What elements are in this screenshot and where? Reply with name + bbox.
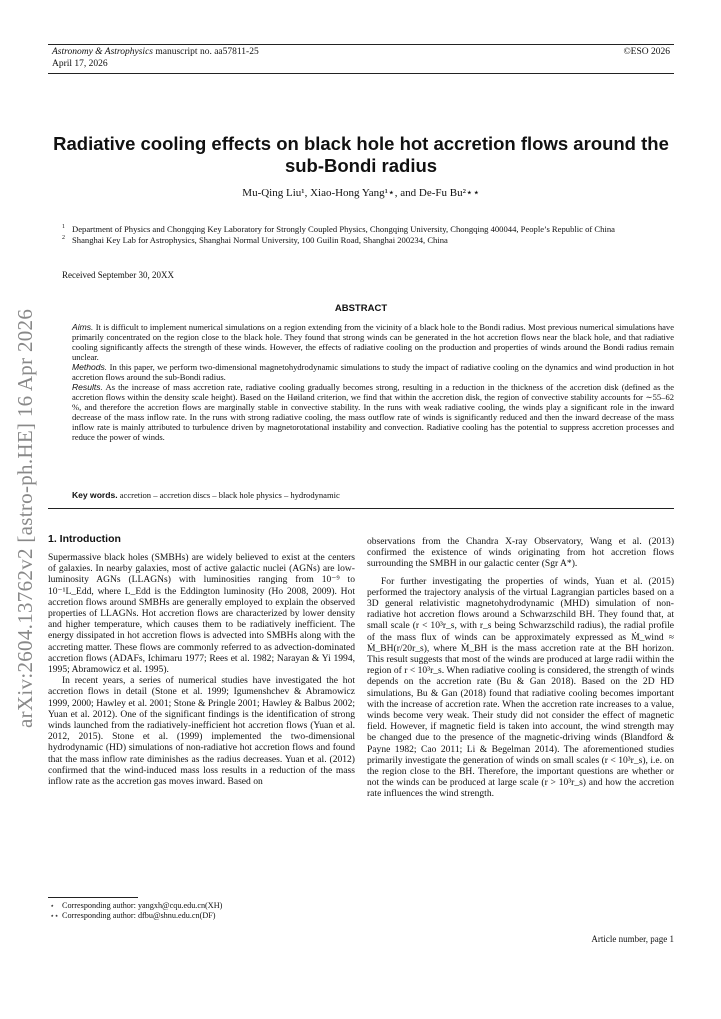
- received-date: Received September 30, 20XX: [62, 270, 174, 280]
- paragraph: For further investigating the properties of winds, Yuan et al. (2015) performed the trajectory analysis of the virtual Lagrangian particles based on a 3D general relativistic magnetohydrodynamic (MHD) simulation of non-radiative hot accretion flows around a Schwarzschild BH. They found that, at small scale (r < 10³r_s, with r_s being Schwarzschild radius), the radial profile of the mass flux of winds can be approximately expressed as Ṁ_wind ≈ Ṁ_BH(r/20r_s), where Ṁ_BH is the mass accretion rate at the BH horizon. This result suggests that most of the winds are produced at large radii within the region of r < 10³r_s. When radiative cooling is considered, the strength of winds depends on the accretion rate (Bu & Gan 2018). Based on the 2D HD simulations, Bu & Gan (2018) found that radiative cooling becomes important with the increase of accretion rate. When the accretion rate increases to a value, winds become very weak. Their study did not consider the effect of magnetic field. However, if magnetic field is taken into account, the wind strength may be changed due to the presence of the magnetic-driving winds (Blandford & Payne 1982; Cao 2011; Li & Begelman 2014). The aforementioned studies primarily investigate the generation of winds on small scales (r < 10³r_s), i.e. on the region close to the BH. Therefore, the important questions are whether or not the winds can be produced at large scale (r > 10³r_s) and how the accretion rate influences the wind strength.: [367, 575, 674, 800]
- abstract-divider: [48, 508, 674, 509]
- methods-text: In this paper, we perform two-dimensional magnetohydrodynamic simulations to study the impact of radiative cooling on the dynamics and wind production in hot accretion flows around the sub-Bondi radius.: [72, 362, 674, 382]
- footnote-text: Corresponding author: yangxh@cqu.edu.cn(XH): [62, 901, 223, 910]
- paper-title: Radiative cooling effects on black hole hot accretion flows around the sub-Bondi radius: [53, 133, 669, 176]
- footnote-divider: [48, 897, 138, 898]
- manuscript-number: manuscript no. aa57811-25: [152, 47, 259, 57]
- abstract-heading: ABSTRACT: [334, 303, 388, 314]
- affiliation-number: 1: [62, 224, 65, 230]
- abstract-results: [72, 382, 674, 442]
- arxiv-stamp-text: arXiv:2604.13762v2 [astro-ph.HE] 16 Apr 2026: [13, 308, 37, 728]
- footnote-text: Corresponding author: dfbu@shnu.edu.cn(DF): [62, 911, 216, 920]
- footnote-mark: ⋆: [50, 902, 55, 910]
- affiliation-text: Department of Physics and Chongqing Key Laboratory for Strongly Coupled Physics, Chongqing University, Chongqing 400044, People’s Republic of China: [72, 224, 615, 234]
- copyright: ©ESO 2026: [623, 47, 670, 57]
- journal-line: [52, 47, 259, 57]
- aims-text: It is difficult to implement numerical simulations on a region extending from the vicinity of a black hole to the Bondi radius. Most previous numerical simulations have primarily concentrated on the region close to the black hole. They found that strong winds can be generated in the hot accretion flows near the black hole, and that radiative cooling significantly affects the strength of these winds. However, the effects of radiative cooling on the production and properties of winds around the Bondi radius remain unclear.: [72, 322, 674, 362]
- keywords-text: accretion – accretion discs – black hole physics – hydrodynamic: [117, 490, 340, 500]
- keywords-label: Key words.: [72, 490, 118, 500]
- abstract-aims: [72, 322, 674, 362]
- author-list: Mu-Qing Liu¹, Xiao-Hong Yang¹⋆, and De-Fu Bu²⋆⋆: [242, 187, 480, 199]
- abstract-methods: [72, 362, 674, 382]
- affiliation-1: [62, 224, 674, 235]
- paragraph: In recent years, a series of numerical studies have investigated the hot accretion flows in detail (Stone et al. 1999; Igumenshchev & Abramowicz 1999, 2000; Hawley et al. 2001; Stone & Pringle 2001; Hawley & Balbus 2002; Yuan et al. 2012). One of the significant findings is the identification of strong winds launched from the radiatively-inefficient hot accretion flows (Yuan et al. 2012, 2015). Stone et al. (1999) implemented the two-dimensional hydrodynamic (HD) simulations of non-radiative hot accretion flows and found that the mass inflow rate diminishes as the radius decreases. Yuan et al. (2012) confirmed that the wind-induced mass loss results in a reduction of the mass inflow rate as the accretion gas moves inward. Based on: [48, 675, 355, 788]
- affiliation-2: [62, 235, 674, 246]
- footnotes: [48, 901, 355, 921]
- footnote-1: [48, 901, 355, 911]
- affiliations: [62, 224, 674, 245]
- results-label: Results.: [72, 382, 103, 392]
- methods-label: Methods.: [72, 362, 108, 372]
- header-date: April 17, 2026: [52, 59, 108, 69]
- abstract-body: [72, 322, 674, 442]
- footnote-2: [48, 911, 355, 921]
- keywords: [72, 490, 674, 500]
- running-header: [48, 44, 674, 74]
- page-number: Article number, page 1: [591, 934, 674, 944]
- footnote-mark: ⋆⋆: [50, 912, 59, 920]
- arxiv-stamp: [2, 260, 42, 730]
- paragraph: observations from the Chandra X-ray Observatory, Wang et al. (2013) confirmed the existence of winds originating from hot accretion flows surrounding the SMBH in our galactic center (Sgr A*).: [367, 536, 674, 570]
- aims-label: Aims.: [72, 322, 94, 332]
- left-column: [48, 552, 355, 787]
- paragraph: Supermassive black holes (SMBHs) are widely believed to exist at the centers of galaxies. In nearby galaxies, most of active galactic nuclei (AGNs) are low-luminosity AGNs (LLAGNs) with luminosities ranging from 10⁻⁹ to 10⁻¹L_Edd, where L_Edd is the Eddington luminosity (Ho 2008, 2009). Hot accretion flows around SMBHs are generally employed to explain the observed properties of LLAGNs. Hot accretion flows are characterized by lower density and higher temperature, which causes them to be radiatively inefficient. The energy dissipated in hot accretion flows is advected into SMBHs along with the accreting matter. These flows are commonly referred to as advection-dominated accretion flows (ADAFs, Ichimaru 1977; Rees et al. 1982; Narayan & Yi 1994, 1995; Abramowicz et al. 1995).: [48, 552, 355, 676]
- journal-name: Astronomy & Astrophysics: [52, 47, 153, 57]
- affiliation-text: Shanghai Key Lab for Astrophysics, Shanghai Normal University, 100 Guilin Road, Shanghai 200234, China: [72, 234, 448, 245]
- right-column: [367, 536, 674, 800]
- results-text: As the increase of mass accretion rate, radiative cooling gradually becomes strong, resulting in a reduction in the thickness of the accretion disk (defined as the accretion flows within the density scale height). Based on the Høiland criterion, we find that within the accretion disk, the region of convective stability accounts for ∼55–62 %, and therefore the accretion flows are marginally stable in convective stability. In the runs with weak radiative cooling, the winds play a significant role in the inward decrease of the mass inflow rate. In the runs with strong radiative cooling, the mass outflow rate of winds is significantly reduced and then the inward decrease of the mass inflow rate is mainly attributed to turbulence driven by magnetorotational instability and convection. Radiative cooling has the potential to suppress accretion processes and reduce the power of winds.: [72, 382, 674, 442]
- affiliation-number: 2: [62, 234, 65, 241]
- section-heading: 1. Introduction: [48, 533, 121, 545]
